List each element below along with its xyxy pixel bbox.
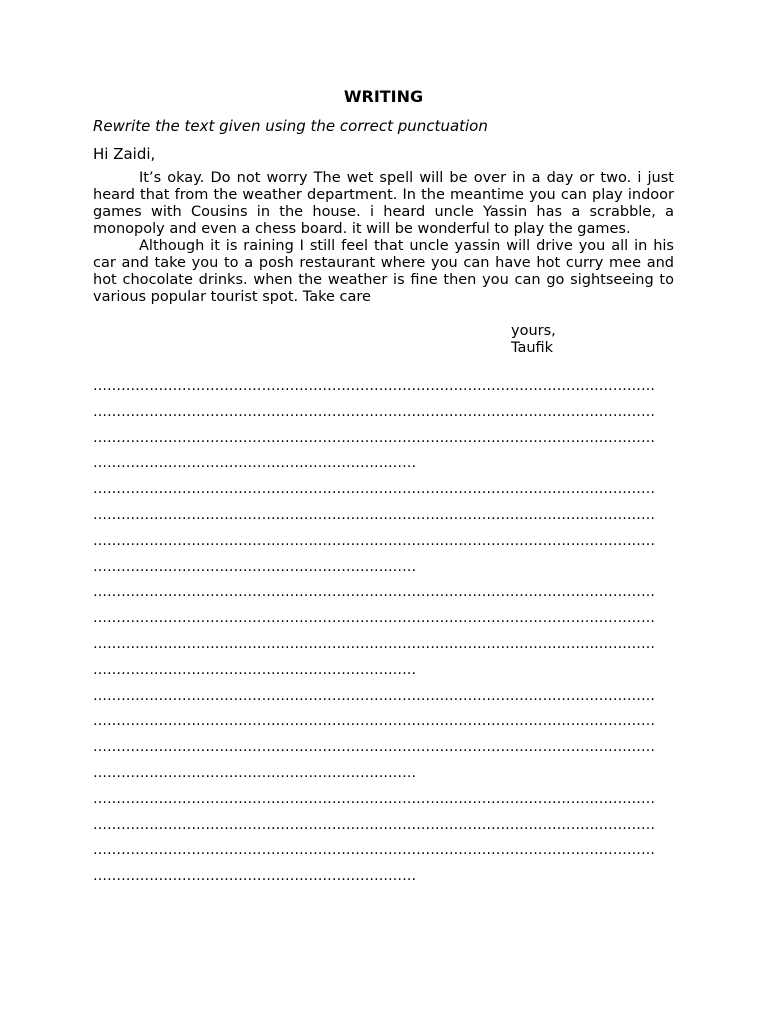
answer-line: …………………………………………………………………………………………………………	[93, 532, 655, 549]
signoff-name: Taufik	[511, 340, 554, 356]
answer-line: …………………………………………………………………………………………………………	[93, 687, 655, 704]
answer-line: …………………………………………………………………………………………………………	[93, 403, 655, 420]
letter-paragraph-1: It’s okay. Do not worry The wet spell will be over in a day or two. i just heard that from the weather department. In the meantime you can play indoor games with Cousins in the house. i heard uncle Yassin has a scrabble, a monopoly and even a chess board. it will be wonderful to play the games.	[93, 170, 674, 237]
answer-line: …………………………………………………………………………………………………………	[93, 790, 655, 807]
letter-signoff	[511, 323, 674, 357]
answer-line: ……………………………………………………………	[93, 764, 417, 781]
answer-line: ……………………………………………………………	[93, 455, 417, 472]
answer-line: …………………………………………………………………………………………………………	[93, 842, 655, 859]
answer-line: …………………………………………………………………………………………………………	[93, 635, 655, 652]
answer-line: ……………………………………………………………	[93, 661, 417, 678]
answer-line: …………………………………………………………………………………………………………	[93, 713, 655, 730]
signoff-closing: yours,	[511, 323, 556, 339]
answer-line: …………………………………………………………………………………………………………	[93, 481, 655, 498]
answer-line: ……………………………………………………………	[93, 558, 417, 575]
answer-line: ……………………………………………………………	[93, 868, 417, 885]
page-title: WRITING	[343, 87, 424, 106]
answer-line: …………………………………………………………………………………………………………	[93, 378, 655, 394]
letter-greeting: Hi Zaidi,	[93, 145, 156, 163]
answer-line: …………………………………………………………………………………………………………	[93, 739, 655, 756]
instruction-text: Rewrite the text given using the correct punctuation	[93, 117, 488, 135]
answer-line: …………………………………………………………………………………………………………	[93, 429, 655, 446]
answer-line: …………………………………………………………………………………………………………	[93, 816, 655, 833]
answer-line: …………………………………………………………………………………………………………	[93, 506, 655, 523]
answer-lines	[93, 374, 674, 890]
answer-line: …………………………………………………………………………………………………………	[93, 584, 655, 601]
answer-line: …………………………………………………………………………………………………………	[93, 610, 655, 627]
letter-paragraph-2: Although it is raining I still feel that uncle yassin will drive you all in his car and take you to a posh restaurant where you can have hot curry mee and hot chocolate drinks. when the weather is fine then you can go sightseeing to various popular tourist spot. Take care	[93, 238, 674, 305]
worksheet-page	[93, 86, 674, 890]
